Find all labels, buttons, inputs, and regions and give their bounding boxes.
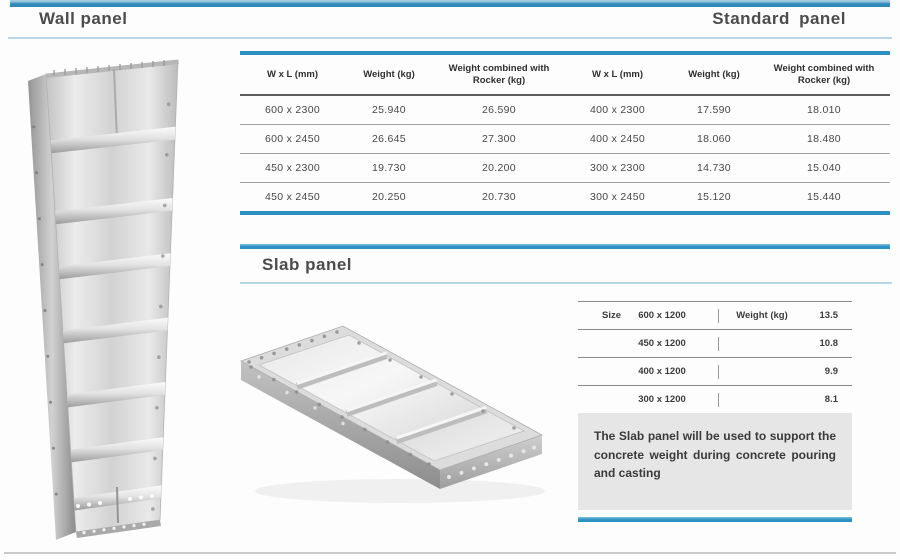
cell: 450 x 2300: [265, 162, 320, 174]
slab-section-accent-bar: [240, 244, 890, 249]
cell: 18.060: [697, 133, 731, 145]
weight-value: 10.8: [819, 338, 838, 349]
col-header-weight-left: Weight (kg): [363, 68, 415, 80]
wall-panel-photo: [18, 55, 203, 542]
cell: 15.440: [807, 191, 841, 203]
cell: 600 x 2450: [265, 133, 320, 145]
cell: 300 x 2450: [590, 191, 645, 203]
page-title-wall-panel: Wall panel: [39, 9, 128, 28]
column-divider: [718, 365, 719, 379]
cell: 19.730: [372, 162, 406, 174]
cell: 18.010: [807, 104, 841, 116]
cell: 600 x 2300: [265, 104, 320, 116]
cell: 17.590: [697, 104, 731, 116]
slab-table-row: [578, 386, 852, 414]
table-row: [240, 96, 890, 124]
col-header-weight-right: Weight (kg): [688, 68, 740, 80]
table-row: [240, 124, 890, 153]
table-header-row: [240, 55, 890, 96]
cell: 15.040: [807, 162, 841, 174]
col-header-combined-right: Weight combined with Rocker (kg): [773, 62, 875, 86]
size-label: Size: [601, 310, 621, 321]
cell: 400 x 2450: [590, 133, 645, 145]
slab-table-row: [578, 358, 852, 386]
size-value: 300 x 1200: [638, 394, 686, 405]
cell: 20.730: [482, 191, 516, 203]
cell: 25.940: [372, 104, 406, 116]
weight-value: 8.1: [824, 394, 838, 405]
cell: 450 x 2450: [265, 191, 320, 203]
col-header-wxl-right: W x L (mm): [591, 68, 644, 80]
size-value: 600 x 1200: [638, 310, 686, 321]
size-value: 400 x 1200: [638, 366, 686, 377]
slab-note-box: The Slab panel will be used to support the concrete weight during concrete pouring and casting: [578, 413, 852, 510]
heading-separator: [8, 37, 892, 39]
weight-value: 13.5: [819, 310, 838, 321]
weight-value: 9.9: [824, 366, 838, 377]
slab-table-row: [578, 330, 852, 358]
top-accent-bar: [10, 0, 890, 7]
table-row: [240, 182, 890, 211]
weight-label: Weight (kg): [736, 310, 788, 321]
note-accent-bar: [578, 517, 852, 522]
table-row: [240, 153, 890, 182]
cell: 26.590: [482, 104, 516, 116]
cell: 300 x 2300: [590, 162, 645, 174]
cell: 14.730: [697, 162, 731, 174]
cell: 400 x 2300: [590, 104, 645, 116]
cell: 15.120: [697, 191, 731, 203]
col-header-combined-left: Weight combined with Rocker (kg): [448, 62, 550, 86]
cell: 18.480: [807, 133, 841, 145]
column-divider: [718, 337, 719, 351]
slab-heading-separator: [240, 282, 892, 284]
page-title-standard-panel: Standard panel: [712, 9, 846, 28]
slab-panel-title: Slab panel: [262, 255, 353, 274]
page-bottom-rule: [4, 552, 896, 554]
slab-panel-photo: [225, 303, 565, 518]
column-divider: [718, 393, 719, 407]
col-header-wxl-left: W x L (mm): [266, 68, 319, 80]
cell: 27.300: [482, 133, 516, 145]
slab-table-row: [578, 302, 852, 330]
cell: 26.645: [372, 133, 406, 145]
size-value: 450 x 1200: [638, 338, 686, 349]
slab-panel-table: [578, 301, 852, 414]
wall-standard-panel-table: [240, 51, 890, 215]
cell: 20.200: [482, 162, 516, 174]
cell: 20.250: [372, 191, 406, 203]
